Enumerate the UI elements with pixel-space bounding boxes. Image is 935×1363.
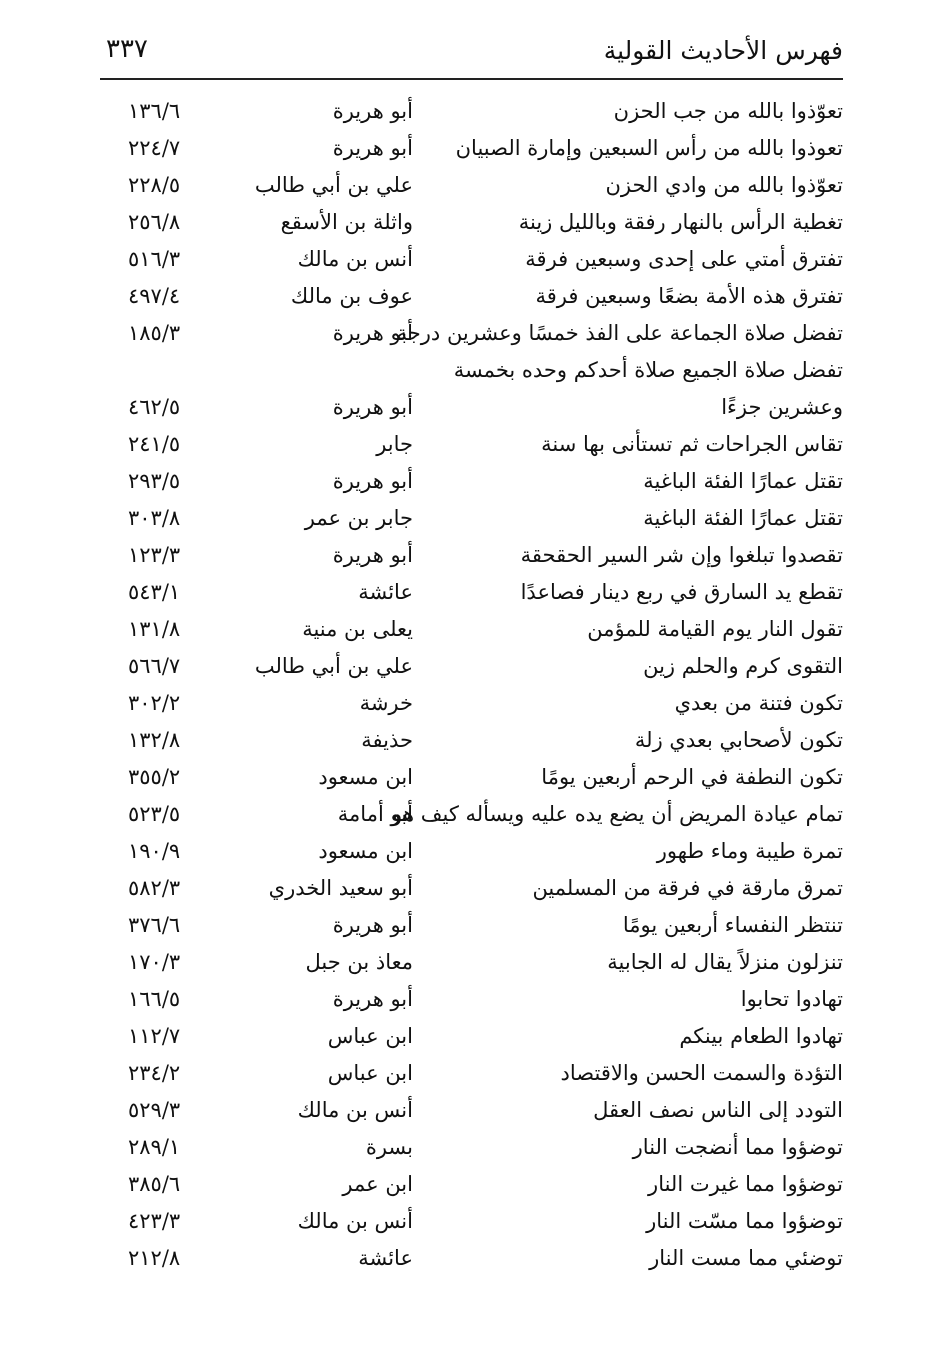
- index-row: [100, 1131, 843, 1168]
- index-row: [100, 687, 843, 724]
- volume-page-reference: ٣٧٦/٦: [128, 913, 181, 937]
- volume-page-reference: ١١٢/٧: [128, 1024, 181, 1048]
- narrator-name: أبو هريرة: [332, 99, 413, 123]
- narrator-name: ابن عمر: [342, 1172, 413, 1196]
- index-row: [100, 243, 843, 280]
- hadith-text: تقول النار يوم القيامة للمؤمن: [587, 617, 843, 641]
- narrator-name: أبو هريرة: [332, 321, 413, 345]
- volume-page-reference: ٢٥٦/٨: [128, 210, 181, 234]
- hadith-text: تمرق مارقة في فرقة من المسلمين: [532, 876, 843, 900]
- index-row: [100, 539, 843, 576]
- hadith-text: توضؤوا مما غيرت النار: [648, 1172, 843, 1196]
- volume-page-reference: ٥٨٢/٣: [128, 876, 181, 900]
- volume-page-reference: ٢١٢/٨: [128, 1246, 181, 1270]
- hadith-text: تقتل عمارًا الفئة الباغية: [643, 469, 843, 493]
- volume-page-reference: ١٧٠/٣: [128, 950, 181, 974]
- hadith-text: تفترق هذه الأمة بضعًا وسبعين فرقة: [535, 284, 843, 308]
- page-number: ٣٣٧: [106, 34, 148, 64]
- volume-page-reference: ٤٦٢/٥: [128, 395, 181, 419]
- hadith-text: تكون النطفة في الرحم أربعين يومًا: [541, 765, 843, 789]
- hadith-text: تنزلون منزلاً يقال له الجابية: [607, 950, 843, 974]
- index-row: [100, 1094, 843, 1131]
- narrator-name: أبو هريرة: [332, 469, 413, 493]
- index-row: [100, 872, 843, 909]
- hadith-text: التقوى كرم والحلم زين: [643, 654, 843, 678]
- index-list: [100, 95, 843, 1279]
- hadith-text: التودد إلى الناس نصف العقل: [593, 1098, 843, 1122]
- volume-page-reference: ٢٤١/٥: [128, 432, 181, 456]
- narrator-name: أنس بن مالك: [297, 1209, 413, 1233]
- volume-page-reference: ١٦٦/٥: [128, 987, 181, 1011]
- index-row: [100, 280, 843, 317]
- volume-page-reference: ٣٥٥/٢: [128, 765, 181, 789]
- narrator-name: أنس بن مالك: [297, 247, 413, 271]
- volume-page-reference: ٥٤٣/١: [128, 580, 181, 604]
- page-header: [100, 28, 843, 80]
- hadith-text: تكون فتنة من بعدي: [674, 691, 843, 715]
- narrator-name: ابن عباس: [327, 1024, 413, 1048]
- volume-page-reference: ٢٩٣/٥: [128, 469, 181, 493]
- hadith-text: توضؤوا مما مسّت النار: [646, 1209, 843, 1233]
- index-row: [100, 650, 843, 687]
- index-row: [100, 132, 843, 169]
- narrator-name: أبو هريرة: [332, 136, 413, 160]
- hadith-text: التؤدة والسمت الحسن والاقتصاد: [560, 1061, 843, 1085]
- index-row: [100, 1057, 843, 1094]
- narrator-name: خرشة: [359, 691, 413, 715]
- narrator-name: جابر بن عمر: [304, 506, 413, 530]
- narrator-name: أبو سعيد الخدري: [268, 876, 413, 900]
- narrator-name: واثلة بن الأسقع: [280, 210, 413, 234]
- volume-page-reference: ٣٨٥/٦: [128, 1172, 181, 1196]
- index-row: [100, 576, 843, 613]
- volume-page-reference: ٣٠٢/٢: [128, 691, 181, 715]
- index-row: [100, 317, 843, 354]
- volume-page-reference: ٢٨٩/١: [128, 1135, 181, 1159]
- volume-page-reference: ٥١٦/٣: [128, 247, 181, 271]
- index-row: [100, 613, 843, 650]
- volume-page-reference: ١٣٦/٦: [128, 99, 181, 123]
- index-row: [100, 354, 843, 391]
- index-row: [100, 1205, 843, 1242]
- hadith-text: تهادوا الطعام بينكم: [679, 1024, 843, 1048]
- index-row: [100, 169, 843, 206]
- narrator-name: عوف بن مالك: [290, 284, 413, 308]
- volume-page-reference: ١٨٥/٣: [128, 321, 181, 345]
- index-row: [100, 502, 843, 539]
- index-row: [100, 909, 843, 946]
- page-title: فهرس الأحاديث القولية: [603, 36, 843, 65]
- narrator-name: أنس بن مالك: [297, 1098, 413, 1122]
- volume-page-reference: ٥٢٣/٥: [128, 802, 181, 826]
- volume-page-reference: ١٩٠/٩: [128, 839, 181, 863]
- narrator-name: جابر: [376, 432, 413, 456]
- volume-page-reference: ٥٢٩/٣: [128, 1098, 181, 1122]
- narrator-name: عائشة: [358, 1246, 413, 1270]
- volume-page-reference: ٢٢٨/٥: [128, 173, 181, 197]
- narrator-name: أبو هريرة: [332, 395, 413, 419]
- narrator-name: ابن مسعود: [318, 765, 413, 789]
- narrator-name: أبو هريرة: [332, 987, 413, 1011]
- index-row: [100, 1020, 843, 1057]
- narrator-name: علي بن أبي طالب: [254, 654, 413, 678]
- narrator-name: أبو هريرة: [332, 543, 413, 567]
- volume-page-reference: ١٣١/٨: [128, 617, 181, 641]
- index-row: [100, 95, 843, 132]
- hadith-text: تمام عيادة المريض أن يضع يده عليه ويسأله كيف هو: [392, 802, 843, 826]
- hadith-text: توضؤوا مما أنضجت النار: [632, 1135, 843, 1159]
- volume-page-reference: ٢٢٤/٧: [128, 136, 181, 160]
- narrator-name: أبو أمامة: [337, 802, 413, 826]
- index-row: [100, 465, 843, 502]
- narrator-name: بسرة: [365, 1135, 413, 1159]
- hadith-text: توضئي مما مست النار: [649, 1246, 843, 1270]
- index-row: [100, 1168, 843, 1205]
- index-row: [100, 835, 843, 872]
- volume-page-reference: ١٢٣/٣: [128, 543, 181, 567]
- narrator-name: معاذ بن جبل: [305, 950, 413, 974]
- hadith-text: تكون لأصحابي بعدي زلة: [634, 728, 843, 752]
- volume-page-reference: ٢٣٤/٢: [128, 1061, 181, 1085]
- narrator-name: أبو هريرة: [332, 913, 413, 937]
- index-row: [100, 798, 843, 835]
- hadith-text: تقطع يد السارق في ربع دينار فصاعدًا: [520, 580, 843, 604]
- index-row: [100, 391, 843, 428]
- volume-page-reference: ٣٠٣/٨: [128, 506, 181, 530]
- index-row: [100, 761, 843, 798]
- hadith-text: تقتل عمارًا الفئة الباغية: [643, 506, 843, 530]
- hadith-text: تعوذوا بالله من رأس السبعين وإمارة الصبيان: [455, 136, 843, 160]
- index-row: [100, 428, 843, 465]
- hadith-text: تقصدوا تبلغوا وإن شر السير الحقحقة: [520, 543, 843, 567]
- hadith-text: تنتظر النفساء أربعين يومًا: [622, 913, 843, 937]
- volume-page-reference: ٥٦٦/٧: [128, 654, 181, 678]
- volume-page-reference: ١٣٢/٨: [128, 728, 181, 752]
- narrator-name: علي بن أبي طالب: [254, 173, 413, 197]
- hadith-text: تهادوا تحابوا: [740, 987, 843, 1011]
- hadith-text: تفترق أمتي على إحدى وسبعين فرقة: [525, 247, 843, 271]
- hadith-text: تمرة طيبة وماء طهور: [656, 839, 843, 863]
- index-row: [100, 724, 843, 761]
- hadith-text: تغطية الرأس بالنهار رفقة وبالليل زينة: [518, 210, 843, 234]
- hadith-text: تفضل صلاة الجميع صلاة أحدكم وحده بخمسة: [453, 358, 843, 382]
- hadith-text: وعشرين جزءًا: [721, 395, 843, 419]
- hadith-text: تعوّذوا بالله من جب الحزن: [613, 99, 843, 123]
- hadith-text: تعوّذوا بالله من وادي الحزن: [605, 173, 843, 197]
- index-row: [100, 1242, 843, 1279]
- narrator-name: يعلى بن منية: [302, 617, 413, 641]
- volume-page-reference: ٤٢٣/٣: [128, 1209, 181, 1233]
- volume-page-reference: ٤٩٧/٤: [128, 284, 181, 308]
- index-row: [100, 946, 843, 983]
- hadith-text: تقاس الجراحات ثم تستأنى بها سنة: [541, 432, 843, 456]
- narrator-name: ابن عباس: [327, 1061, 413, 1085]
- narrator-name: حذيفة: [361, 728, 413, 752]
- narrator-name: ابن مسعود: [318, 839, 413, 863]
- hadith-text: تفضل صلاة الجماعة على الفذ خمسًا وعشرين درجة: [396, 321, 843, 345]
- index-row: [100, 983, 843, 1020]
- narrator-name: عائشة: [358, 580, 413, 604]
- index-row: [100, 206, 843, 243]
